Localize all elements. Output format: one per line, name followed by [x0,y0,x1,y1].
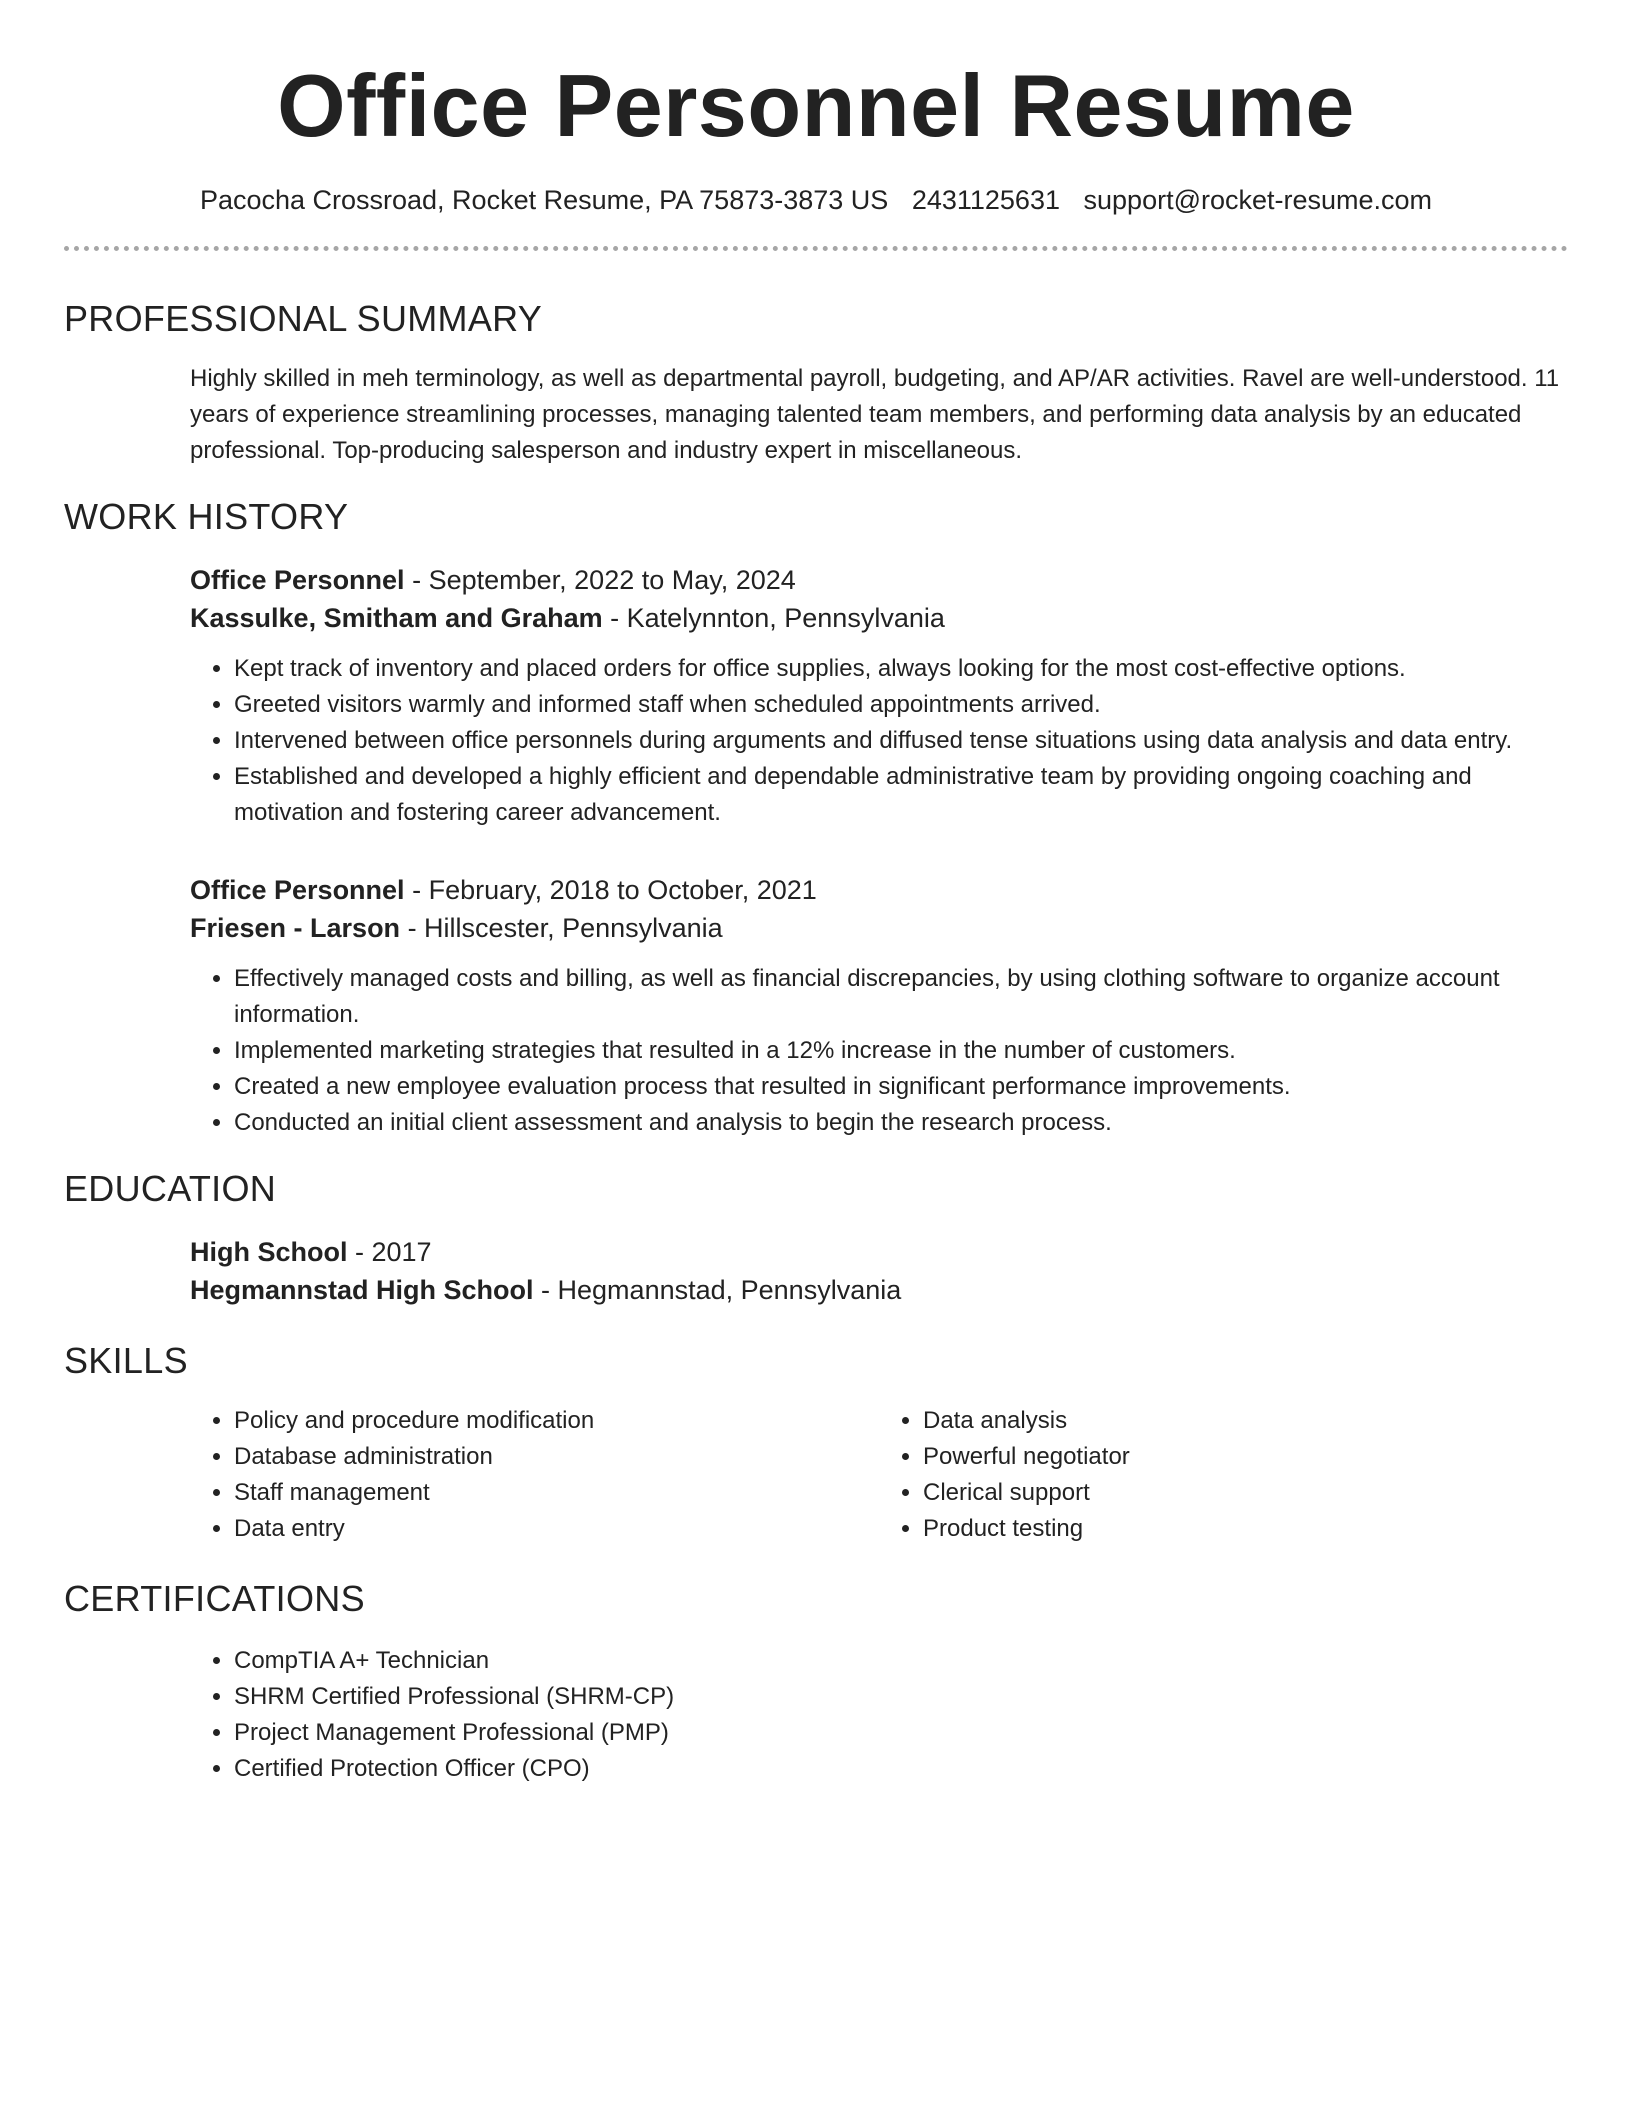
job-bullet: • Effectively managed costs and billing, as well as financial discrepancies, by using clothing software to organize account information. [234,961,1568,1033]
job-bullet: • Kept track of inventory and placed orders for office supplies, always looking for the most cost-effective options. [234,651,1568,687]
certifications-list [190,1643,1568,1787]
education-entry [190,1233,1568,1309]
contact-email: support@rocket-resume.com [1083,185,1433,215]
skills-grid [190,1403,1568,1547]
job-bullet: • Greeted visitors warmly and informed staff when scheduled appointments arrived. [234,687,1568,723]
job-dates: - September, 2022 to May, 2024 [404,565,796,595]
job-title-line [190,871,1568,909]
job-company: Friesen - Larson [190,913,401,943]
skills-column-right [879,1403,1568,1547]
job-bullets [190,651,1568,831]
job-title: Office Personnel [190,565,405,595]
certification-item: • Project Management Professional (PMP) [234,1715,1568,1751]
job-dates: - February, 2018 to October, 2021 [404,875,817,905]
job-entry [190,871,1568,1141]
job-bullet: • Conducted an initial client assessment and analysis to begin the research process. [234,1105,1568,1141]
job-company-line [190,909,1568,947]
job-company-line [190,599,1568,637]
job-bullet: • Created a new employee evaluation process that resulted in significant performance improvements. [234,1069,1568,1105]
certification-item: • Certified Protection Officer (CPO) [234,1751,1568,1787]
section-title-summary: PROFESSIONAL SUMMARY [64,298,543,339]
job-company: Kassulke, Smitham and Graham [190,603,603,633]
certification-item: • SHRM Certified Professional (SHRM-CP) [234,1679,1568,1715]
contact-address: Pacocha Crossroad, Rocket Resume, PA 75873-3873 US [199,185,889,215]
education-school-line [190,1271,1568,1309]
skill-item: • Powerful negotiator [923,1439,1568,1475]
skill-item: • Policy and procedure modification [234,1403,879,1439]
job-location: - Katelynnton, Pennsylvania [602,603,945,633]
job-entry [190,561,1568,831]
job-bullet: • Established and developed a highly efficient and dependable administrative team by providing ongoing coaching and motivation and fostering career advancement. [234,759,1568,831]
job-title: Office Personnel [190,875,405,905]
certification-item: • CompTIA A+ Technician [234,1643,1568,1679]
section-title-education: EDUCATION [64,1168,277,1209]
education-degree: High School [190,1237,348,1267]
header-divider [64,246,1568,251]
section-title-work-history: WORK HISTORY [64,496,349,537]
education-school: Hegmannstad High School [190,1275,534,1305]
contact-info [64,182,1568,218]
skill-item: • Staff management [234,1475,879,1511]
skill-item: • Data entry [234,1511,879,1547]
skill-item: • Clerical support [923,1475,1568,1511]
page-title: Office Personnel Resume [277,56,1355,155]
job-title-line [190,561,1568,599]
section-title-certifications: CERTIFICATIONS [64,1578,365,1619]
certifications-body [190,1643,1568,1787]
job-bullet: • Intervened between office personnels during arguments and diffused tense situations using data analysis and data entry. [234,723,1568,759]
education-year: - 2017 [347,1237,432,1267]
skill-item: • Product testing [923,1511,1568,1547]
education-location: - Hegmannstad, Pennsylvania [533,1275,902,1305]
job-location: - Hillscester, Pennsylvania [400,913,723,943]
skill-item: • Database administration [234,1439,879,1475]
section-title-skills: SKILLS [64,1340,188,1381]
skills-column-left [190,1403,879,1547]
job-bullets [190,961,1568,1141]
job-bullet: • Implemented marketing strategies that resulted in a 12% increase in the number of customers. [234,1033,1568,1069]
education-degree-line [190,1233,1568,1271]
skill-item: • Data analysis [923,1403,1568,1439]
contact-phone: 2431125631 [911,185,1060,215]
summary-text: Highly skilled in meh terminology, as well as departmental payroll, budgeting, and AP/AR activities. Ravel are well-understood. 11 years of experience streamlining processes, managing talented team members, and performing data analysis by an educated professional. Top-producing salesperson and industry expert in miscellaneous. [190,365,1560,464]
